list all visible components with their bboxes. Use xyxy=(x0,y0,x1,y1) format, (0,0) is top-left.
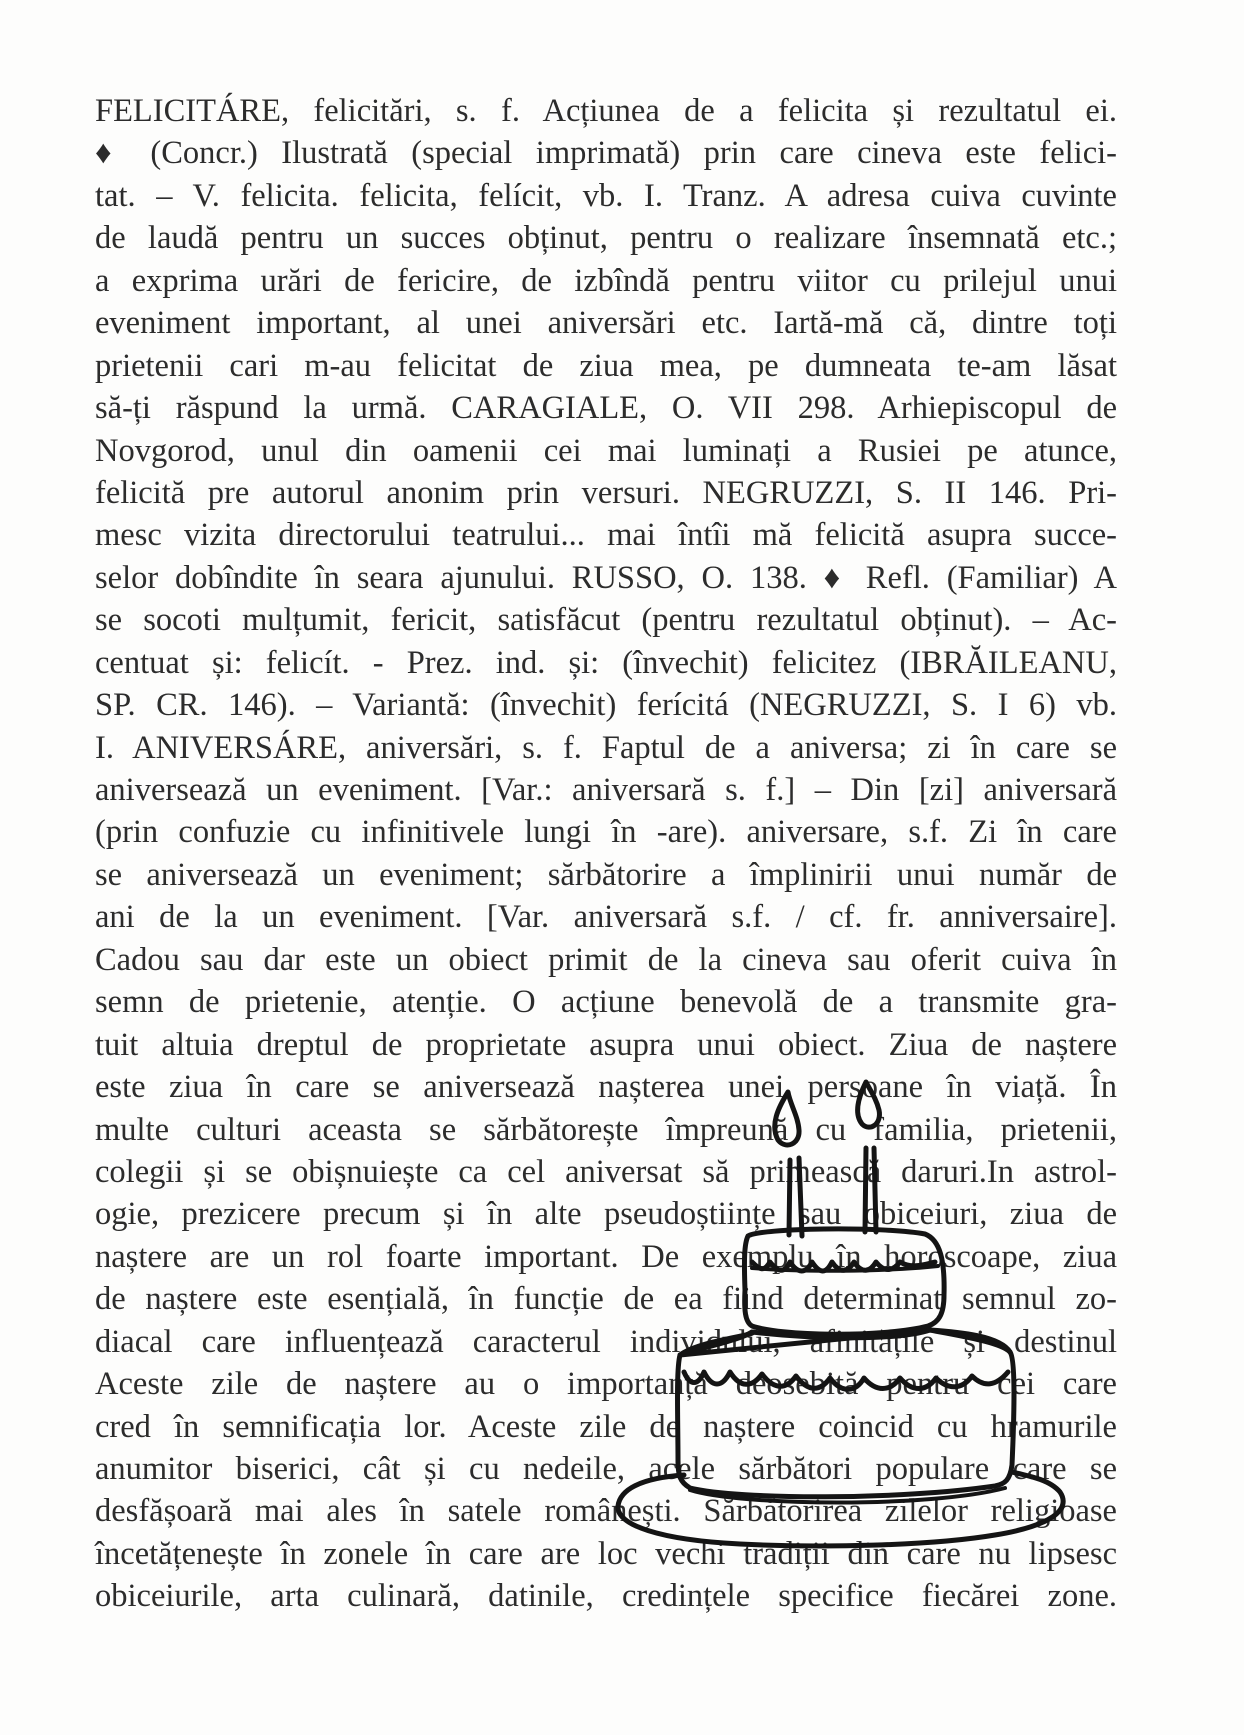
text-line: mesc vizita directorului teatrului... mai întîi mă felicită asupra succe- xyxy=(95,517,1117,554)
text-line: FELICITÁRE, felicitări, s. f. Acțiunea de a felicita și rezultatul ei. xyxy=(95,93,1117,129)
text-line: semn de prietenie, atenție. O acțiune benevolă de a transmite gra- xyxy=(95,984,1117,1021)
text-line: încetățenește în zonele în care are loc vechi tradiții din care nu lipsesc xyxy=(95,1535,1117,1572)
text-line: Novgorod, unul din oamenii cei mai luminați a Rusiei pe atunce, xyxy=(95,432,1117,469)
text-line: desfășoară mai ales în satele românești. Sărbătorirea zilelor religioase xyxy=(95,1493,1117,1530)
text-line: I. ANIVERSÁRE, aniversări, s. f. Faptul de a aniversa; zi în care se xyxy=(95,729,1117,766)
dictionary-text xyxy=(95,90,1117,1620)
text-line: tuit altuia dreptul de proprietate asupra unui obiect. Ziua de naștere xyxy=(95,1026,1117,1063)
text-line: colegii și se obișnuiește ca cel aniversat să primească daruri.In astrol- xyxy=(95,1153,1117,1190)
text-line: de laudă pentru un succes obținut, pentru o realizare însemnată etc.; xyxy=(95,220,1117,257)
text-line: Cadou sau dar este un obiect primit de la cineva sau oferit cuiva în xyxy=(95,941,1117,978)
text-line: naștere are un rol foarte important. De exemplu în horoscoape, ziua xyxy=(95,1238,1117,1275)
text-line: cred în semnificația lor. Aceste zile de naștere coincid cu hramurile xyxy=(95,1408,1117,1445)
text-line: este ziua în care se aniversează nașterea unei persoane în viață. În xyxy=(95,1069,1117,1106)
text-line: (prin confuzie cu infinitivele lungi în -are). aniversare, s.f. Zi în care xyxy=(95,814,1117,851)
text-line: ogie, prezicere precum și în alte pseudoștiințe sau obiceiuri, ziua de xyxy=(95,1196,1117,1233)
text-line: centuat și: felicít. - Prez. ind. și: (învechit) felicitez (IBRĂILEANU, xyxy=(95,644,1117,681)
text-line: să-ți răspund la urmă. CARAGIALE, O. VII 298. Arhiepiscopul de xyxy=(95,390,1117,427)
text-line: diacal care influențează caracterul individului, afinitățile și destinul xyxy=(95,1323,1117,1360)
text-line: de naștere este esențială, în funcție de ea fiind determinat semnul zo- xyxy=(95,1281,1117,1318)
text-line: ♦ (Concr.) Ilustrată (special imprimată) prin care cineva este felici- xyxy=(95,135,1117,172)
text-line: SP. CR. 146). – Variantă: (învechit) ferícitá (NEGRUZZI, S. I 6) vb. xyxy=(95,687,1117,724)
text-line: a exprima urări de fericire, de izbîndă pentru viitor cu prilejul unui xyxy=(95,262,1117,299)
text-line: tat. – V. felicita. felicita, felícit, vb. I. Tranz. A adresa cuiva cuvinte xyxy=(95,177,1117,214)
text-line: felicită pre autorul anonim prin versuri. NEGRUZZI, S. II 146. Pri- xyxy=(95,474,1117,511)
text-line: se socoti mulțumit, fericit, satisfăcut (pentru rezultatul obținut). – Ac- xyxy=(95,602,1117,639)
text-line: multe culturi aceasta se sărbătorește împreună cu familia, prietenii, xyxy=(95,1111,1117,1148)
text-line: anumitor biserici, cât și cu nedeile, acele sărbători populare care se xyxy=(95,1451,1117,1487)
text-line: prietenii cari m-au felicitat de ziua mea, pe dumneata te-am lăsat xyxy=(95,347,1117,384)
text-line: selor dobîndite în seara ajunului. RUSSO, O. 138. ♦ Refl. (Familiar) A xyxy=(95,559,1117,596)
text-line: ani de la un eveniment. [Var. aniversară s.f. / cf. fr. anniversaire]. xyxy=(95,899,1117,936)
text-line: Aceste zile de naștere au o importanță deosebită pentru cei care xyxy=(95,1366,1117,1403)
text-line: se aniversează un eveniment; sărbătorire a împlinirii unui număr de xyxy=(95,856,1117,893)
text-line: obiceiurile, arta culinară, datinile, credințele specifice fiecărei zone. xyxy=(95,1578,1117,1615)
text-line: aniversează un eveniment. [Var.: aniversară s. f.] – Din [zi] aniversară xyxy=(95,772,1117,808)
text-line: eveniment important, al unei aniversări etc. Iartă-mă că, dintre toți xyxy=(95,305,1117,342)
